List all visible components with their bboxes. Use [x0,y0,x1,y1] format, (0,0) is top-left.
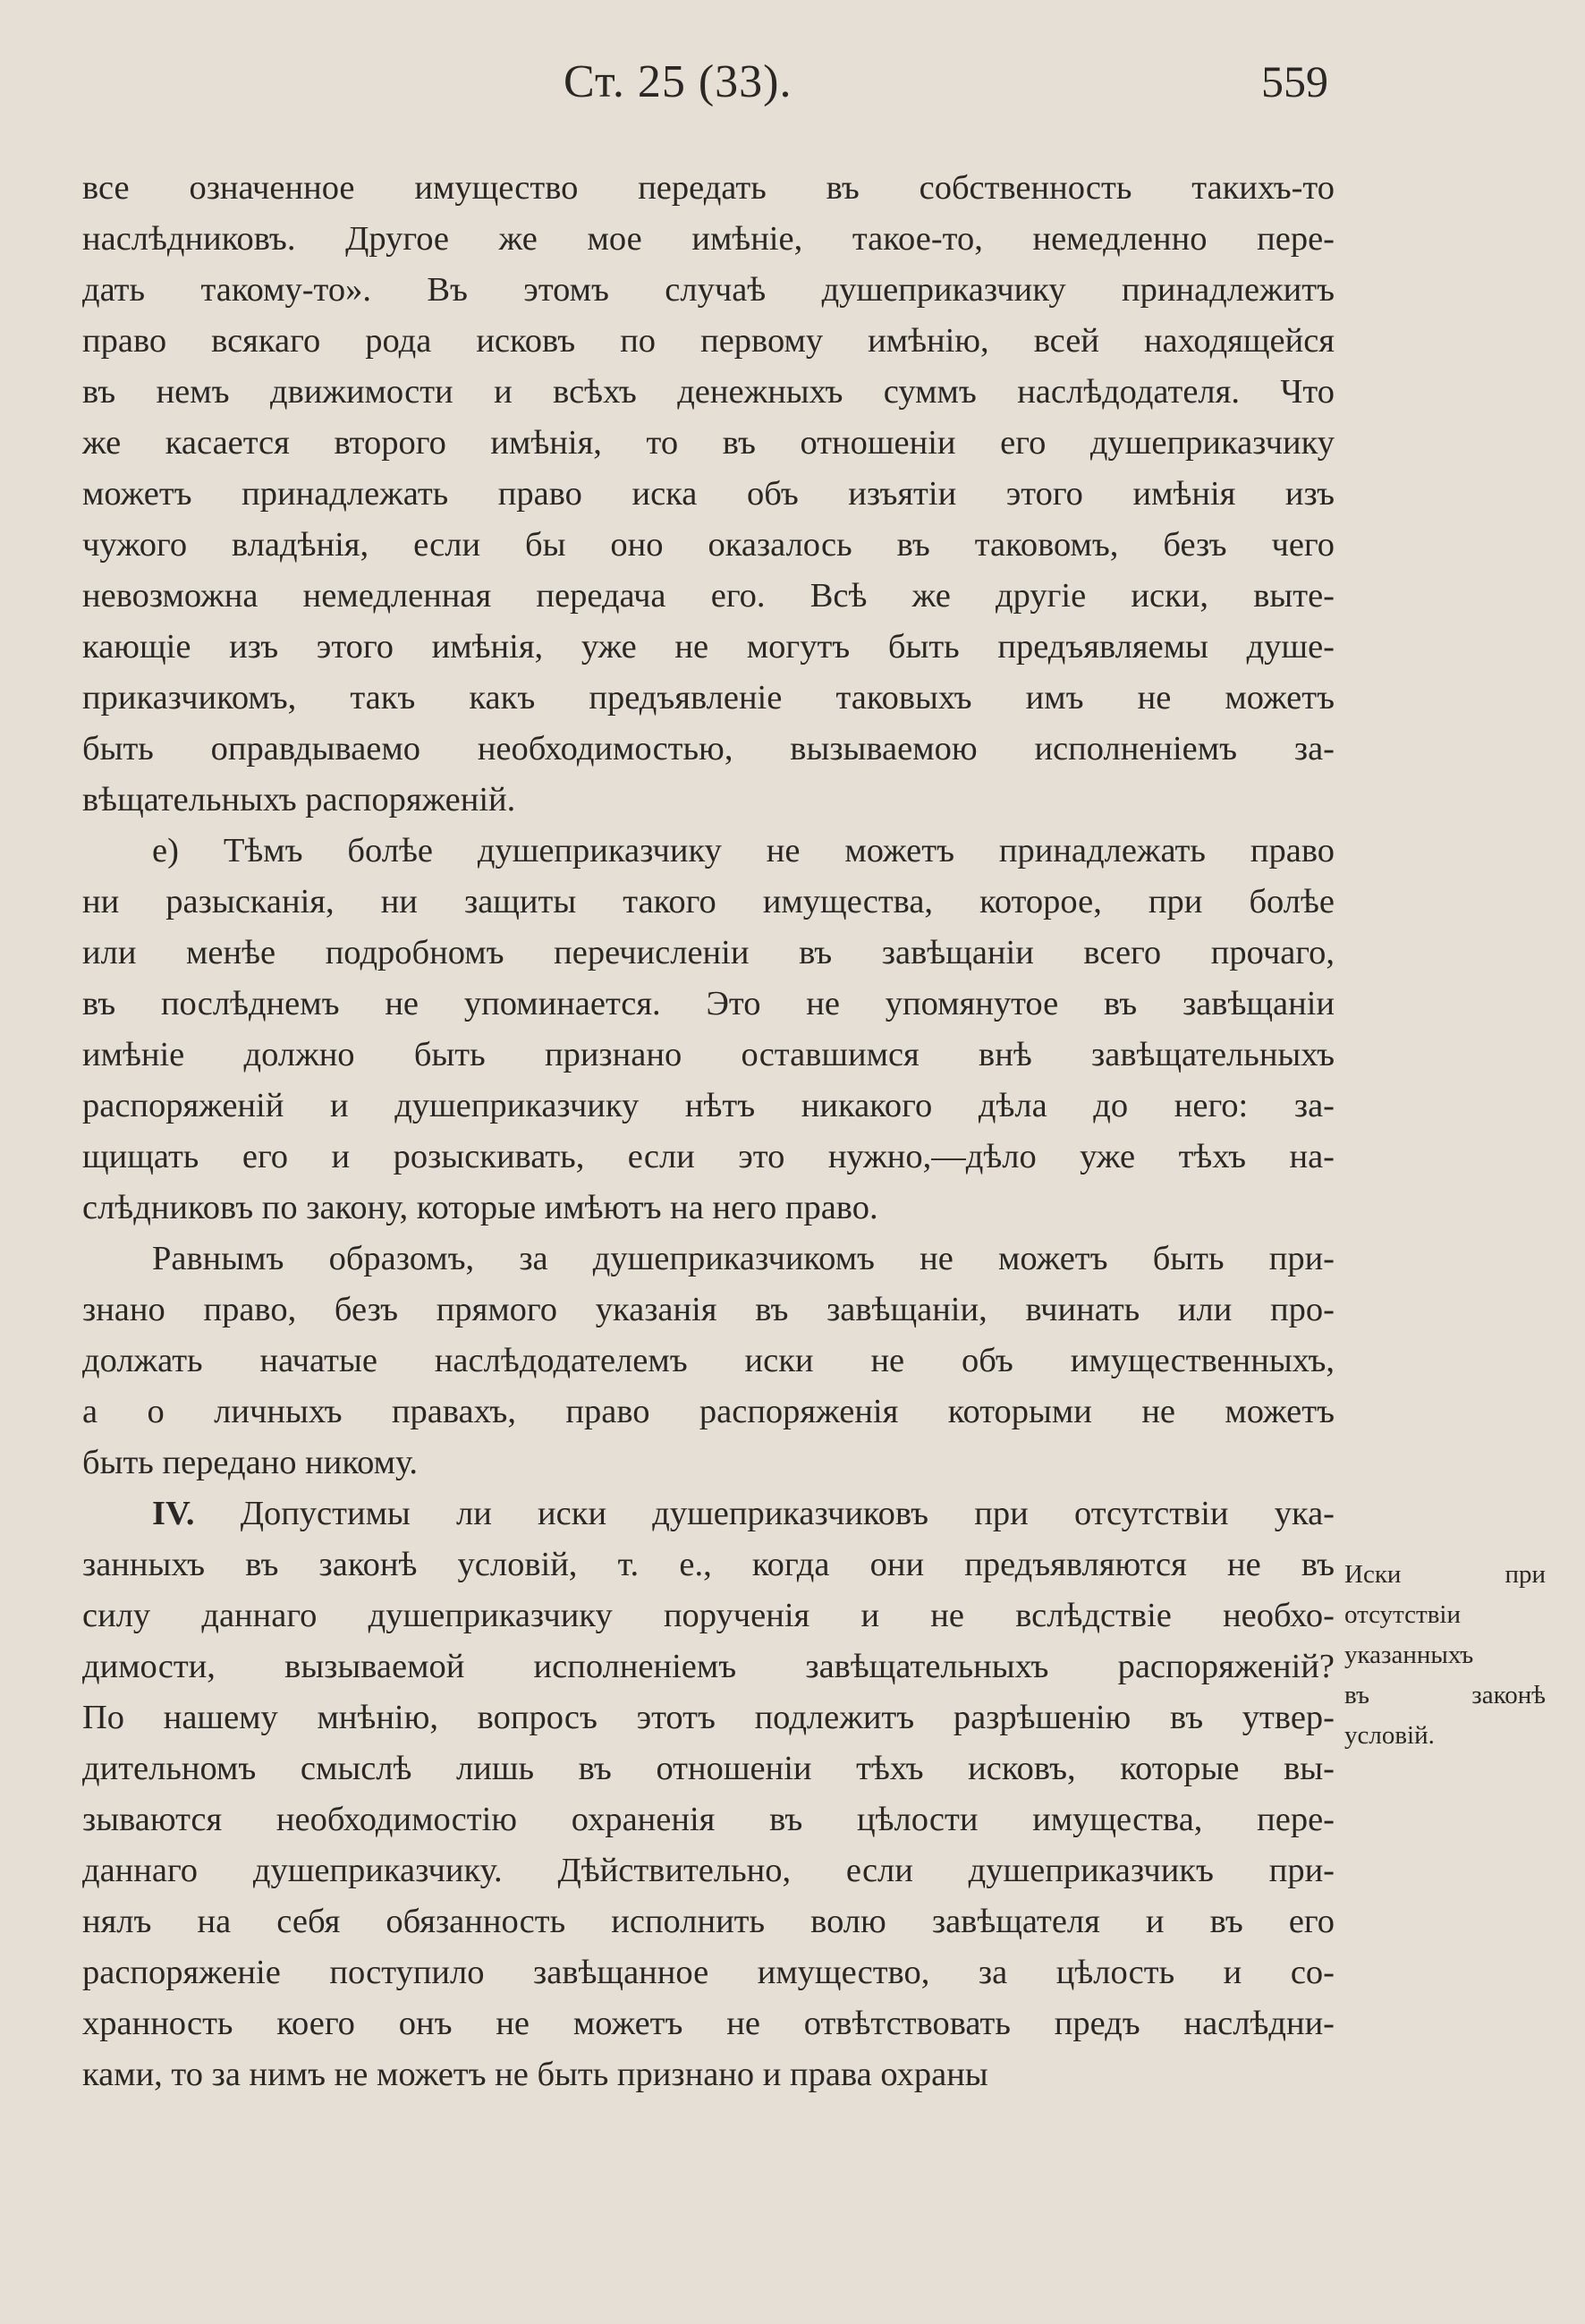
text-line: По нашему мнѣнію, вопросъ этотъ подлежитъ разрѣшенію въ утвер- [82,1699,1335,1736]
text-line: невозможна немедленная передача его. Всѣ же другіе иски, выте- [82,577,1335,615]
text-line: димости, вызываемой исполненіемъ завѣщательныхъ распоряженій? [82,1648,1335,1685]
section-first-line [82,1489,1335,1539]
text-line: чужого владѣнія, если бы оно оказалось въ таковомъ, безъ чего [82,526,1335,564]
text-line: занныхъ въ законѣ условій, т. е., когда они предъявляются не въ [82,1546,1335,1583]
text-line: же касается второго имѣнія, то въ отношеніи его душеприказчику [82,424,1335,462]
text-line: е) Тѣмъ болѣе душеприказчику не можетъ принадлежать право [152,832,1335,869]
text-line: все означенное имущество передать въ собственность такихъ-то [82,169,1335,207]
text-line: нялъ на себя обязанность исполнить волю завѣщателя и въ его [82,1903,1335,1940]
text-line: должать начатые наслѣдодателемъ иски не объ имущественныхъ, [82,1342,1335,1379]
text-line: быть передано никому. [82,1444,418,1481]
text-line: силу даннаго душеприказчику порученія и не вслѣдствіе необхо- [82,1597,1335,1634]
text-line: щищать его и розыскивать, если это нужно,—дѣло уже тѣхъ на- [82,1138,1335,1175]
margin-note [1344,1555,1546,1756]
text-line: въ послѣднемъ не упоминается. Это не упомянутое въ завѣщаніи [82,985,1335,1022]
text-line: ками, то за нимъ не можетъ не быть признано и права охраны [82,2056,988,2093]
page-number: 559 [1261,56,1328,106]
text-line: имѣніе должно быть признано оставшимся внѣ завѣщательныхъ [82,1036,1335,1073]
margin-note-line: указанныхъ [1344,1641,1474,1669]
text-line: приказчикомъ, такъ какъ предъявленіе таковыхъ имъ не можетъ [82,679,1335,717]
margin-note-line: Иски при [1344,1560,1546,1589]
text-line: право всякаго рода исковъ по первому имѣнію, всей находящейся [82,322,1335,360]
text-line: знано право, безъ прямого указанія въ завѣщаніи, вчинать или про- [82,1291,1335,1328]
text-line: кающіе изъ этого имѣнія, уже не могутъ быть предъявляемы душе- [82,628,1335,666]
text-line: въ немъ движимости и всѣхъ денежныхъ суммъ наслѣдодателя. Что [82,373,1335,411]
text-line: ни разысканія, ни защиты такого имущества, которое, при болѣе [82,883,1335,920]
text-line: слѣдниковъ по закону, которые имѣютъ на него право. [82,1189,878,1226]
text-line: зываются необходимостію охраненія въ цѣлости имущества, пере- [82,1801,1335,1838]
text-line: дительномъ смыслѣ лишь въ отношеніи тѣхъ исковъ, которые вы- [82,1750,1335,1787]
margin-note-line: въ законѣ [1344,1681,1546,1709]
text-line: вѣщательныхъ распоряженій. [82,781,516,818]
text-line: быть оправдываемо необходимостью, вызываемою исполненіемъ за- [82,730,1335,768]
main-text [82,163,1335,2100]
text-line: можетъ принадлежать право иска объ изъятіи этого имѣнія изъ [82,475,1335,513]
text-line: наслѣдниковъ. Другое же мое имѣніе, такое-то, немедленно пере- [82,220,1335,258]
text-line: распоряженіе поступило завѣщанное имущество, за цѣлость и со- [82,1954,1335,1991]
text-fragment: Допустимы ли иски душеприказчиковъ при отсутствіи ука- [240,1495,1335,1532]
text-line: дать такому-то». Въ этомъ случаѣ душеприказчику принадлежитъ [82,271,1335,309]
margin-note-line: условій. [1344,1721,1435,1750]
article-reference: Ст. 25 (33). [564,56,792,107]
text-line: даннаго душеприказчику. Дѣйствительно, если душеприказчикъ при- [82,1852,1335,1889]
page-header [0,55,1585,118]
text-line: или менѣе подробномъ перечисленіи въ завѣщаніи всего прочаго, [82,934,1335,971]
text-line: Равнымъ образомъ, за душеприказчикомъ не можетъ быть при- [152,1240,1335,1277]
text-line: распоряженій и душеприказчику нѣтъ никакого дѣла до него: за- [82,1087,1335,1124]
margin-note-line: отсутствіи [1344,1600,1461,1629]
text-line: а о личныхъ правахъ, право распоряженія которыми не можетъ [82,1393,1335,1430]
text-line: хранность коего онъ не можетъ не отвѣтствовать предъ наслѣдни- [82,2005,1335,2042]
section-marker: IV. [152,1495,195,1532]
